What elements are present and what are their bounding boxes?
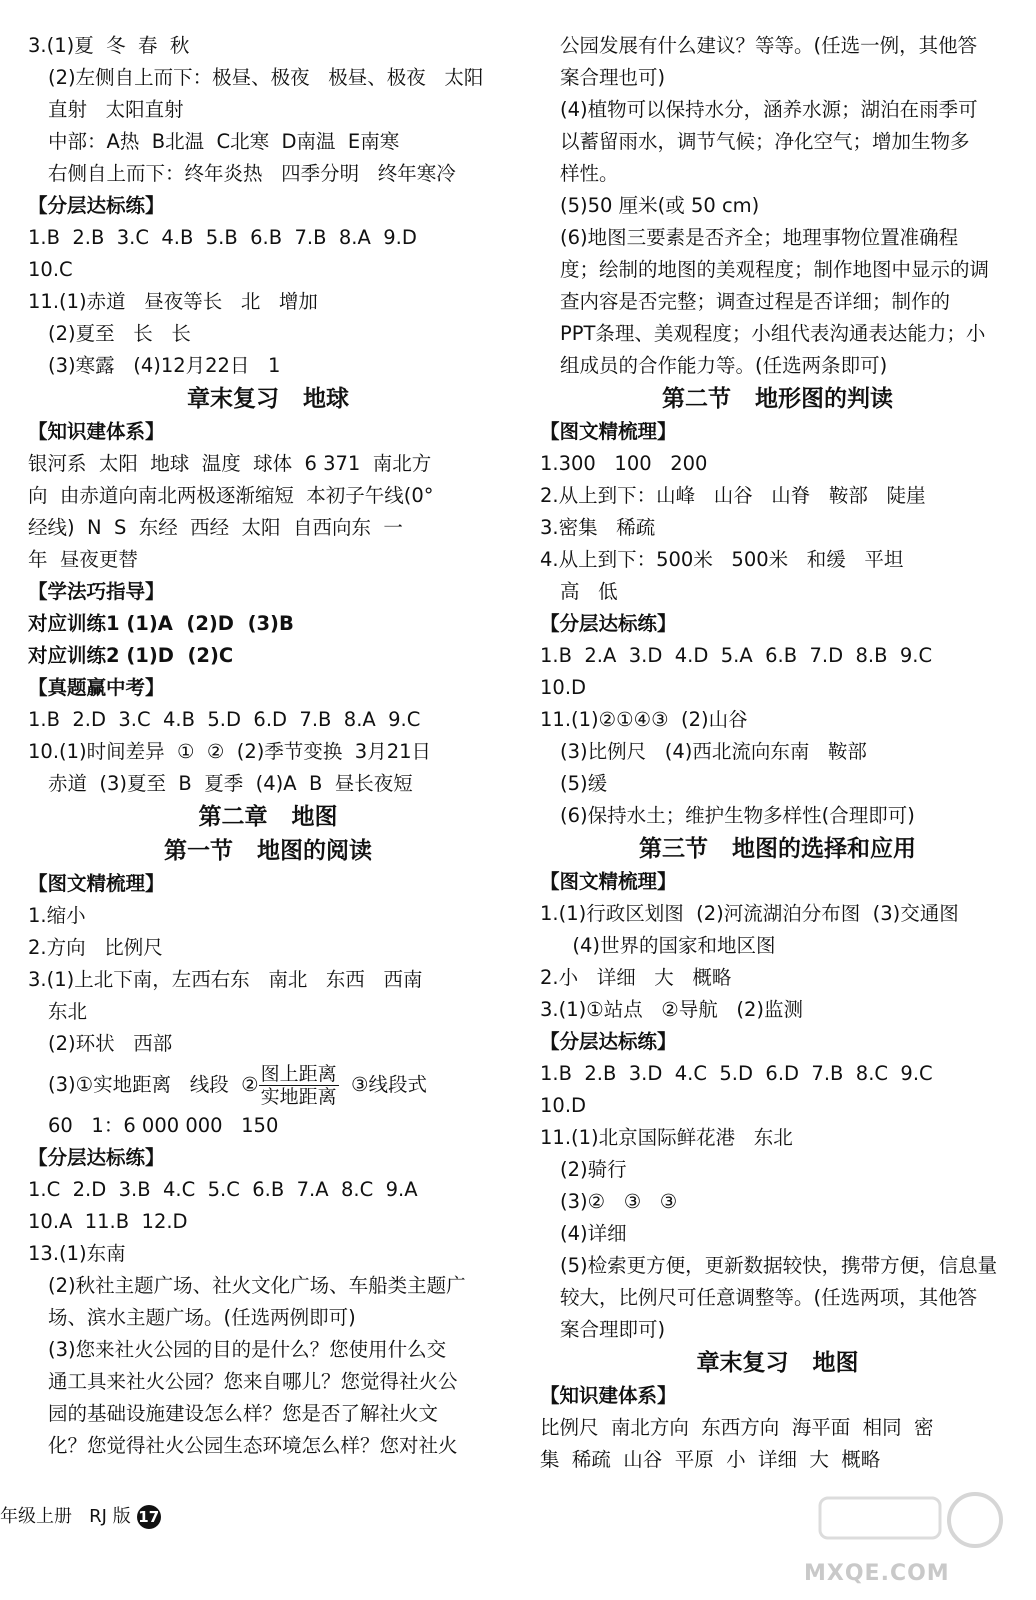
section-label: 【分层达标练】 [28, 194, 165, 217]
answer-line: 向 由赤道向南北两极逐渐缩短 本初子午线(0° [28, 484, 434, 507]
answer-line: (4)详细 [560, 1222, 627, 1245]
section-label: 【分层达标练】 [540, 612, 677, 635]
answer-line: 通工具来社火公园？您来自哪儿？您觉得社火公 [48, 1370, 458, 1393]
section-label: 对应训练1 (1)A (2)D (3)B [28, 612, 294, 635]
section-heading: 第三节 地图的选择和应用 [638, 835, 917, 862]
answer-line: 集 稀疏 山谷 平原 小 详细 大 概略 [540, 1448, 881, 1471]
answer-line: 样性。 [560, 162, 619, 185]
answer-line: 11.(1)赤道 昼夜等长 北 增加 [28, 290, 318, 313]
fraction-line [28, 1060, 508, 1110]
answer-line: 年 昼夜更替 [28, 548, 138, 571]
answer-line: 10.C [28, 258, 73, 281]
answer-line: 东北 [48, 1000, 88, 1023]
answer-line: 直射 太阳直射 [48, 98, 184, 121]
answer-line: 11.(1)北京国际鲜花港 东北 [540, 1126, 793, 1149]
answer-line: 组成员的合作能力等。(任选两条即可) [560, 354, 888, 377]
answer-line: 1.B 2.B 3.D 4.C 5.D 6.D 7.B 8.C 9.C [540, 1062, 933, 1085]
fraction [259, 1063, 339, 1108]
answer-line: 3.(1)①站点 ②导航 (2)监测 [540, 998, 804, 1021]
answer-line: (2)骑行 [560, 1158, 627, 1181]
answer-line: 10.D [540, 676, 587, 699]
answer-line: 查内容是否完整；调查过程是否详细；制作的 [560, 290, 951, 313]
section-label: 【图文精梳理】 [540, 870, 677, 893]
answer-line: 13.(1)东南 [28, 1242, 126, 1265]
answer-line: 1.B 2.B 3.C 4.B 5.B 6.B 7.B 8.A 9.D [28, 226, 417, 249]
section-heading: 第二节 地形图的判读 [661, 385, 894, 412]
answer-line: 中部：A热 B北温 C北寒 D南温 E南寒 [48, 130, 400, 153]
answer-line: 经线) N S 东经 西经 太阳 自西向东 一 [28, 516, 403, 539]
answer-line: 11.(1)②①④③ (2)山谷 [540, 708, 748, 731]
answer-line: (5)缓 [560, 772, 608, 795]
answer-line: 3.(1)上北下南，左西右东 南北 东西 西南 [28, 968, 423, 991]
fraction-before-text: (3)①实地距离 线段 ② [48, 1073, 259, 1096]
answer-line: 右侧自上而下：终年炎热 四季分明 终年寒冷 [48, 162, 456, 185]
answer-line: 园的基础设施建设怎么样？您是否了解社火文 [48, 1402, 439, 1425]
answer-line: 4.从上到下：500米 500米 和缓 平坦 [540, 548, 904, 571]
watermark-text: MXQE.COM [804, 1561, 950, 1586]
answer-line: 2.方向 比例尺 [28, 936, 163, 959]
answer-line: 2.小 详细 大 概略 [540, 966, 732, 989]
answer-line: PPT条理、美观程度；小组代表沟通表达能力；小 [560, 322, 986, 345]
page-number-badge: 17 [137, 1505, 161, 1529]
answer-line: (2)秋社主题广场、社火文化广场、车船类主题广 [48, 1274, 466, 1297]
footer-text: 年级上册 RJ 版 [0, 1506, 131, 1527]
answer-line: (3)寒露 (4)12月22日 1 [48, 354, 281, 377]
fraction-denominator: 实地距离 [260, 1086, 337, 1108]
answer-line: (5)50 厘米(或 50 cm) [560, 194, 760, 217]
section-label: 对应训练2 (1)D (2)C [28, 644, 234, 667]
fraction-after-text: ③线段式 [338, 1073, 427, 1096]
answer-line: 场、滨水主题广场。(任选两例即可) [48, 1306, 356, 1329]
answer-line: 1.C 2.D 3.B 4.C 5.C 6.B 7.A 8.C 9.A [28, 1178, 418, 1201]
answer-line: 银河系 太阳 地球 温度 球体 6 371 南北方 [28, 452, 432, 475]
section-heading: 第一节 地图的阅读 [163, 837, 373, 864]
answer-line: (6)保持水土；维护生物多样性(合理即可) [560, 804, 915, 827]
right-column [540, 30, 1015, 1476]
section-label: 【分层达标练】 [28, 1146, 165, 1169]
section-label: 【图文精梳理】 [28, 872, 165, 895]
section-heading: 章末复习 地球 [186, 385, 350, 412]
answer-line: 案合理也可) [560, 66, 666, 89]
answer-line: 1.缩小 [28, 904, 86, 927]
answer-line: 案合理即可) [560, 1318, 666, 1341]
answer-line: (4)植物可以保持水分，涵养水源；湖泊在雨季可 [560, 98, 978, 121]
answer-line: 1.B 2.D 3.C 4.B 5.D 6.D 7.B 8.A 9.C [28, 708, 421, 731]
fraction-numerator: 图上距离 [260, 1063, 337, 1085]
section-label: 【学法巧指导】 [28, 580, 165, 603]
answer-line: (2)环状 西部 [48, 1032, 173, 1055]
answer-line: (2)夏至 长 长 [48, 322, 191, 345]
answer-line: 10.(1)时间差异 ① ② (2)季节变换 3月21日 [28, 740, 432, 763]
answer-line: 公园发展有什么建议？等等。(任选一例，其他答 [560, 34, 978, 57]
page-footer [0, 1500, 161, 1534]
section-label: 【知识建体系】 [28, 420, 165, 443]
answer-line: (3)比例尺 (4)西北流向东南 鞍部 [560, 740, 867, 763]
left-column [28, 30, 508, 1462]
answer-line: 3.(1)夏 冬 春 秋 [28, 34, 190, 57]
answer-line: 较大，比例尺可任意调整等。(任选两项，其他答 [560, 1286, 978, 1309]
section-label: 【图文精梳理】 [540, 420, 677, 443]
watermark-logo [800, 1480, 1030, 1590]
answer-line: 60 1：6 000 000 150 [48, 1114, 279, 1137]
answer-line: 10.D [540, 1094, 587, 1117]
answer-line: 1.(1)行政区划图 (2)河流湖泊分布图 (3)交通图 [540, 902, 959, 925]
answer-line: 赤道 (3)夏至 B 夏季 (4)A B 昼长夜短 [48, 772, 413, 795]
answer-line: 化？您觉得社火公园生态环境怎么样？您对社火 [48, 1434, 458, 1457]
section-heading: 第二章 地图 [198, 803, 338, 830]
answer-line: (4)世界的国家和地区图 [560, 934, 776, 957]
answer-line: 比例尺 南北方向 东西方向 海平面 相同 密 [540, 1416, 934, 1439]
answer-line: 以蓄留雨水，调节气候；净化空气；增加生物多 [560, 130, 970, 153]
section-label: 【分层达标练】 [540, 1030, 677, 1053]
answer-line: 2.从上到下：山峰 山谷 山脊 鞍部 陡崖 [540, 484, 926, 507]
answer-line: (3)您来社火公园的目的是什么？您使用什么交 [48, 1338, 447, 1361]
section-label: 【真题赢中考】 [28, 676, 165, 699]
answer-line: 3.密集 稀疏 [540, 516, 656, 539]
answer-line: (3)② ③ ③ [560, 1190, 678, 1213]
answer-line: 度；绘制的地图的美观程度；制作地图中显示的调 [560, 258, 990, 281]
answer-line: (6)地图三要素是否齐全；地理事物位置准确程 [560, 226, 959, 249]
answer-line: (5)检索更方便，更新数据较快，携带方便，信息量 [560, 1254, 998, 1277]
answer-line: 1.300 100 200 [540, 452, 708, 475]
answer-line: (2)左侧自上而下：极昼、极夜 极昼、极夜 太阳 [48, 66, 484, 89]
section-heading: 章末复习 地图 [696, 1349, 859, 1376]
answer-line: 10.A 11.B 12.D [28, 1210, 188, 1233]
answer-line: 高 低 [560, 580, 618, 603]
section-label: 【知识建体系】 [540, 1384, 677, 1407]
answer-line: 1.B 2.A 3.D 4.D 5.A 6.B 7.D 8.B 9.C [540, 644, 933, 667]
